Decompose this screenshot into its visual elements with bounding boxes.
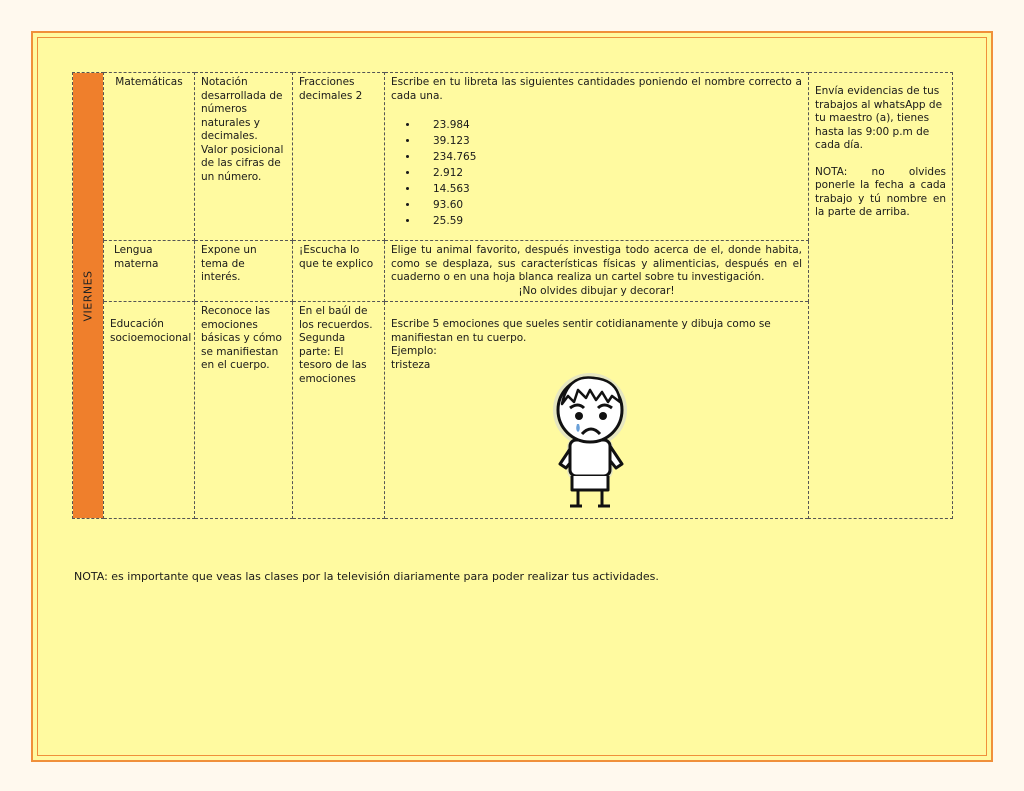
evidence-text: Envía evidencias de tus trabajos al whatsApp de tu maestro (a), tienes hasta las 9:00 p.m de cada día. (815, 85, 943, 151)
evidence-note: NOTA: no olvides ponerle la fecha a cada trabajo y tú nombre en la parte de arriba. (815, 165, 946, 218)
lesson-plan-table (72, 72, 953, 519)
example-value: tristeza (391, 358, 431, 371)
sad-child-illustration (548, 368, 634, 512)
learning-cell: Notación desarrollada de números naturales y decimales. Valor posicional de las cifras de un número. (195, 73, 293, 241)
footer-note: NOTA: es importante que veas las clases por la televisión diariamente para poder realizar tus actividades. (74, 570, 659, 583)
day-label: VIERNES (81, 269, 95, 322)
topic-cell: En el baúl de los recuerdos. Segunda parte: El tesoro de las emociones (293, 302, 385, 519)
topic-cell: ¡Escucha lo que te explico (293, 241, 385, 302)
subject-cell: Lengua materna (104, 241, 195, 302)
activity-extra: ¡No olvides dibujar y decorar! (518, 284, 675, 297)
list-item: • 234.765 (419, 149, 802, 165)
number-list (391, 117, 802, 229)
list-item: • 39.123 (419, 133, 802, 149)
list-item: • 93.60 (419, 197, 802, 213)
evidence-cell (809, 73, 953, 519)
day-band (73, 73, 104, 519)
subject-cell: Educación socioemocional (104, 302, 195, 519)
topic-cell: Fracciones decimales 2 (293, 73, 385, 241)
subject-cell: Matemáticas (104, 73, 195, 241)
activity-text: Elige tu animal favorito, después investiga todo acerca de el, donde habita, como se desplaza, sus características físicas y alimenticias, después en el cuaderno o en una hoja blanca realiza un cartel sobre tu investigación. (391, 244, 802, 283)
activity-cell (385, 241, 809, 302)
list-item: • 25.59 (419, 213, 802, 229)
example-label: Ejemplo: (391, 345, 437, 357)
list-item: • 23.984 (419, 117, 802, 133)
learning-cell: Expone un tema de interés. (195, 241, 293, 302)
activity-text: Escribe en tu libreta las siguientes cantidades poniendo el nombre correcto a cada una. (391, 76, 802, 102)
list-item: • 14.563 (419, 181, 802, 197)
activity-text: Escribe 5 emociones que sueles sentir cotidianamente y dibuja como se manifiestan en tu cuerpo. (391, 318, 771, 344)
activity-cell (385, 73, 809, 241)
table-row (73, 73, 953, 241)
learning-cell: Reconoce las emociones básicas y cómo se manifiestan en el cuerpo. (195, 302, 293, 519)
list-item: • 2.912 (419, 165, 802, 181)
